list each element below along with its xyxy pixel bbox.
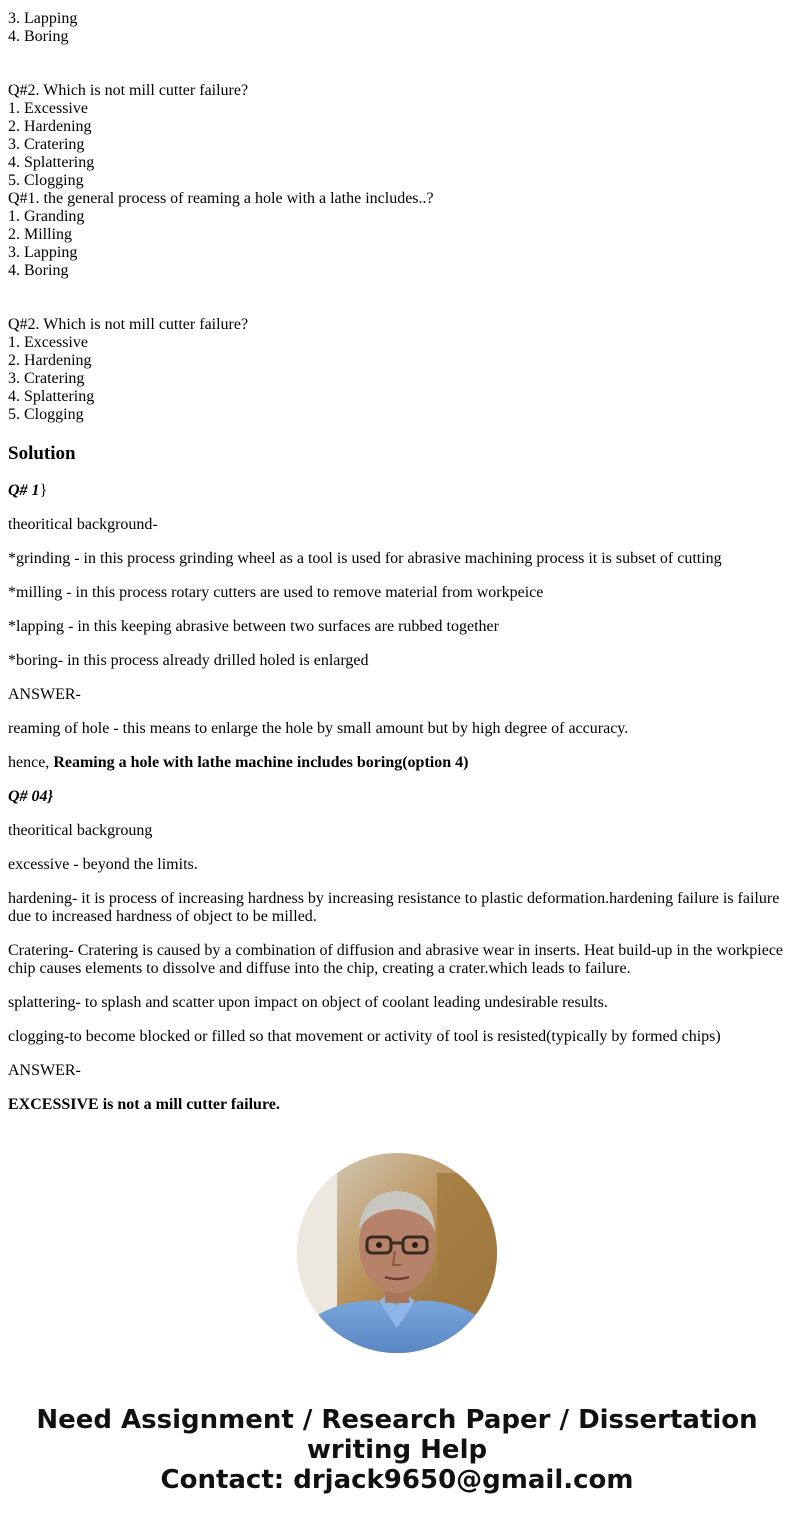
option-line: 4. Splattering	[8, 154, 95, 171]
q4-point: Cratering- Cratering is caused by a combination of diffusion and abrasive wear in inserts. Heat build-up in the workpiece chip causes elements to dissolve and diffuse into the chip, creating a crater.which leads to failure.	[8, 942, 784, 977]
q4-point: hardening- it is process of increasing hardness by increasing resistance to plastic deformation.hardening failure is failure due to increased hardness of object to be milled.	[8, 890, 780, 925]
option-line: 2. Milling	[8, 226, 73, 243]
option-line: 2. Hardening	[8, 118, 92, 135]
q1-point: *lapping - in this keeping abrasive between two surfaces are rubbed together	[8, 618, 499, 635]
avatar	[297, 1153, 497, 1353]
q1-point: *milling - in this process rotary cutters are used to remove material from workpeice	[8, 584, 544, 601]
q1-point: *grinding - in this process grinding wheel as a tool is used for abrasive machining process it is subset of cutting	[8, 550, 722, 567]
q4-label-text: Q# 04}	[8, 788, 54, 805]
option-line: 5. Clogging	[8, 172, 84, 189]
q4-answer-label: ANSWER-	[8, 1062, 81, 1079]
promo-line-1: Need Assignment / Research Paper / Dissertation	[36, 1405, 758, 1435]
option-line: 5. Clogging	[8, 406, 84, 423]
option-line: 4. Boring	[8, 262, 69, 279]
q4-answer-bold: EXCESSIVE is not a mill cutter failure.	[8, 1096, 280, 1113]
question-title: Q#2. Which is not mill cutter failure?	[8, 316, 249, 333]
q1-label-text: Q# 1	[8, 482, 40, 499]
option-line: 3. Cratering	[8, 370, 85, 387]
option-line: 1. Excessive	[8, 100, 88, 117]
q4-answer	[8, 1096, 788, 1114]
promo-banner	[0, 1405, 794, 1495]
option-line: 3. Cratering	[8, 136, 85, 153]
document-body	[8, 0, 788, 1114]
q1-answer-label: ANSWER-	[8, 686, 81, 703]
question-title: Q#2. Which is not mill cutter failure?	[8, 82, 249, 99]
promo-line-2: writing Help	[306, 1435, 488, 1465]
option-line: 4. Boring	[8, 28, 69, 45]
q4-point: excessive - beyond the limits.	[8, 856, 198, 873]
q1-conclusion	[8, 754, 788, 772]
avatar-portrait-icon	[297, 1153, 497, 1353]
option-line: 3. Lapping	[8, 10, 78, 27]
q1-background: theoritical background-	[8, 516, 158, 533]
solution-heading: Solution	[8, 443, 76, 464]
q1-conclusion-prefix: hence,	[8, 754, 54, 771]
q4-label	[8, 788, 788, 806]
option-line: 3. Lapping	[8, 244, 78, 261]
question-title: Q#1. the general process of reaming a hole with a lathe includes..?	[8, 190, 434, 207]
option-line: 2. Hardening	[8, 352, 92, 369]
option-line: 4. Splattering	[8, 388, 95, 405]
q1-conclusion-bold: Reaming a hole with lathe machine includes boring(option 4)	[53, 754, 469, 771]
promo-contact[interactable]: Contact: drjack9650@gmail.com	[160, 1465, 634, 1495]
q4-point: clogging-to become blocked or filled so that movement or activity of tool is resisted(typically by formed chips)	[8, 1028, 721, 1045]
q1-point: *boring- in this process already drilled holed is enlarged	[8, 652, 369, 669]
option-line: 1. Excessive	[8, 334, 88, 351]
option-line: 1. Granding	[8, 208, 85, 225]
q1-answer-text: reaming of hole - this means to enlarge the hole by small amount but by high degree of accuracy.	[8, 720, 629, 737]
q1-brace: }	[39, 482, 48, 499]
q4-point: splattering- to splash and scatter upon impact on object of coolant leading undesirable results.	[8, 994, 608, 1011]
q4-background: theoritical backgroung	[8, 822, 153, 839]
q1-label	[8, 482, 788, 500]
